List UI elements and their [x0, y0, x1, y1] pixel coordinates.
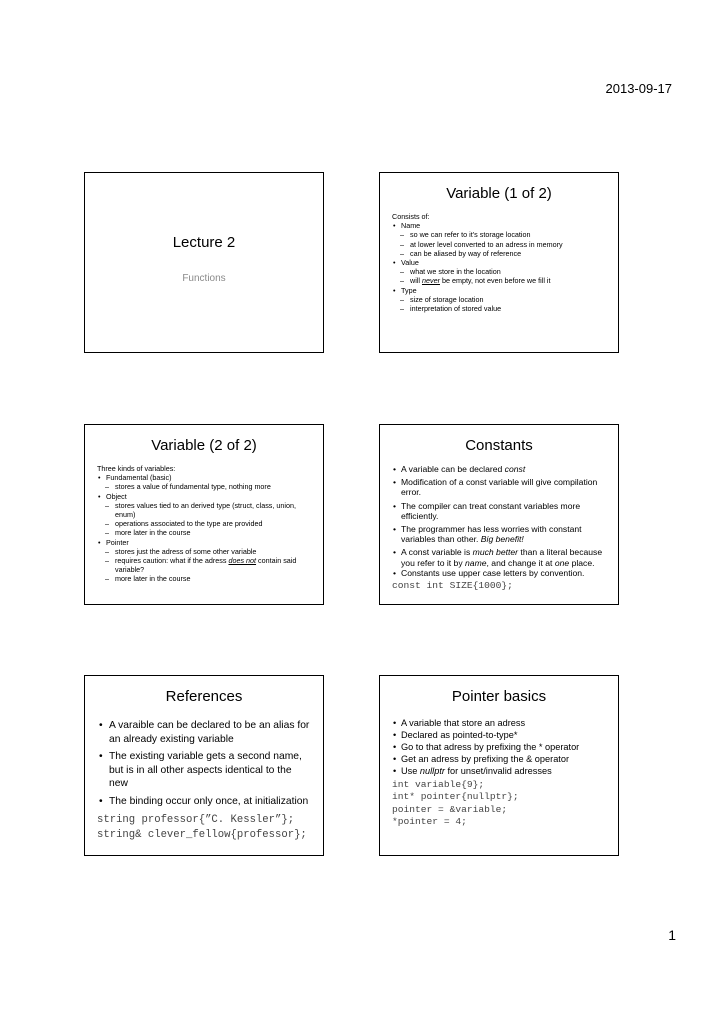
sub-bullet: – can be aliased by way of reference — [392, 249, 606, 258]
slide-title: Pointer basics — [451, 688, 547, 705]
slide-body — [392, 717, 606, 829]
bullet-value: • Value — [392, 258, 606, 267]
code-line: *pointer = 4; — [392, 816, 467, 828]
slide-title: Variable (1 of 2) — [446, 185, 552, 202]
bullet: • The compiler can treat constant variables more efficiently. — [392, 501, 606, 521]
sub-bullet: – will never be empty, not even before we fill it — [392, 276, 606, 285]
bullet: • The binding occur only once, at initialization — [97, 795, 311, 809]
bullet-fundamental: • Fundamental (basic) — [97, 473, 311, 482]
emphasis: name — [465, 557, 487, 568]
code-line: string& clever_fellow{professor}; — [97, 829, 307, 842]
code-line: const int SIZE{1000}; — [392, 580, 513, 592]
bullet-pointer: • Pointer — [97, 538, 311, 547]
slide-constants — [379, 424, 619, 605]
sub-bullet: – operations associated to the type are provided — [97, 519, 311, 528]
emphasis: does not — [228, 556, 257, 566]
bullet: • A variable can be declared const — [392, 464, 606, 474]
slide-body — [97, 464, 311, 584]
slide-title: Constants — [465, 437, 533, 454]
intro-text: Consists of: — [392, 212, 430, 221]
slide-references — [84, 675, 324, 856]
slide-lecture-title — [84, 172, 324, 353]
bullet: • A variable that store an adress — [392, 717, 606, 729]
code-line: pointer = &variable; — [392, 803, 508, 815]
bullet: • A varaible can be declared to be an alias for an already existing variable — [97, 719, 311, 746]
code-line: string professor{”C. Kessler”}; — [97, 813, 295, 826]
sub-bullet: – stores a value of fundamental type, nothing more — [97, 482, 311, 491]
sub-bullet: – requires caution: what if the adress does not contain said variable? — [97, 556, 311, 574]
sub-bullet: – what we store in the location — [392, 267, 606, 276]
bullet: • Constants use upper case letters by convention. — [392, 568, 606, 578]
bullet: • Declared as pointed-to-type* — [392, 729, 606, 741]
sub-bullet: – stores just the adress of some other variable — [97, 547, 311, 556]
bullet: • Modification of a const variable will give compilation error. — [392, 477, 606, 497]
page-number: 1 — [668, 927, 676, 943]
slide-pointer-basics — [379, 675, 619, 856]
slide-body — [392, 212, 606, 313]
sub-bullet: – so we can refer to it’s storage location — [392, 230, 606, 239]
bullet: • The programmer has less worries with constant variables than other. Big benefit! — [392, 524, 606, 544]
emphasis: nullptr — [419, 766, 445, 776]
bullet-object: • Object — [97, 492, 311, 501]
emphasis: Big benefit! — [480, 534, 524, 545]
slide-title: Variable (2 of 2) — [151, 437, 257, 454]
sub-bullet: – size of storage location — [392, 295, 606, 304]
intro-text: Three kinds of variables: — [97, 464, 176, 473]
slide-variable-2 — [84, 424, 324, 605]
slide-body — [392, 464, 606, 592]
emphasis: much better — [472, 547, 519, 558]
bullet: • The existing variable gets a second name, but is in all other aspects identical to the new — [97, 750, 311, 791]
slide-title: References — [165, 688, 243, 705]
bullet: • Go to that adress by prefixing the * operator — [392, 741, 606, 753]
header-date: 2013-09-17 — [605, 81, 672, 96]
slide-body — [97, 719, 311, 844]
sub-bullet: – at lower level converted to an adress in memory — [392, 240, 606, 249]
slide-subtitle: Functions — [182, 273, 226, 284]
slide-title: Lecture 2 — [172, 234, 236, 251]
bullet: • Get an adress by prefixing the & operator — [392, 753, 606, 765]
bullet-name: • Name — [392, 221, 606, 230]
slide-variable-1 — [379, 172, 619, 353]
sub-bullet: – stores values tied to an derived type (struct, class, union, enum) — [97, 501, 311, 519]
bullet: • Use nullptr for unset/invalid adresses — [392, 765, 606, 777]
bullet: • A const variable is much better than a literal because you refer to it by name, and change it at one place. — [392, 547, 606, 567]
bullet-type: • Type — [392, 286, 606, 295]
code-line: int variable{9}; — [392, 779, 485, 790]
code-line: int* pointer{nullptr}; — [392, 791, 519, 803]
sub-bullet: – interpretation of stored value — [392, 304, 606, 313]
emphasis: const — [504, 464, 526, 474]
sub-bullet: – more later in the course — [97, 528, 311, 537]
emphasis: one — [554, 557, 570, 568]
sub-bullet: – more later in the course — [97, 574, 311, 583]
emphasis: never — [421, 276, 440, 286]
